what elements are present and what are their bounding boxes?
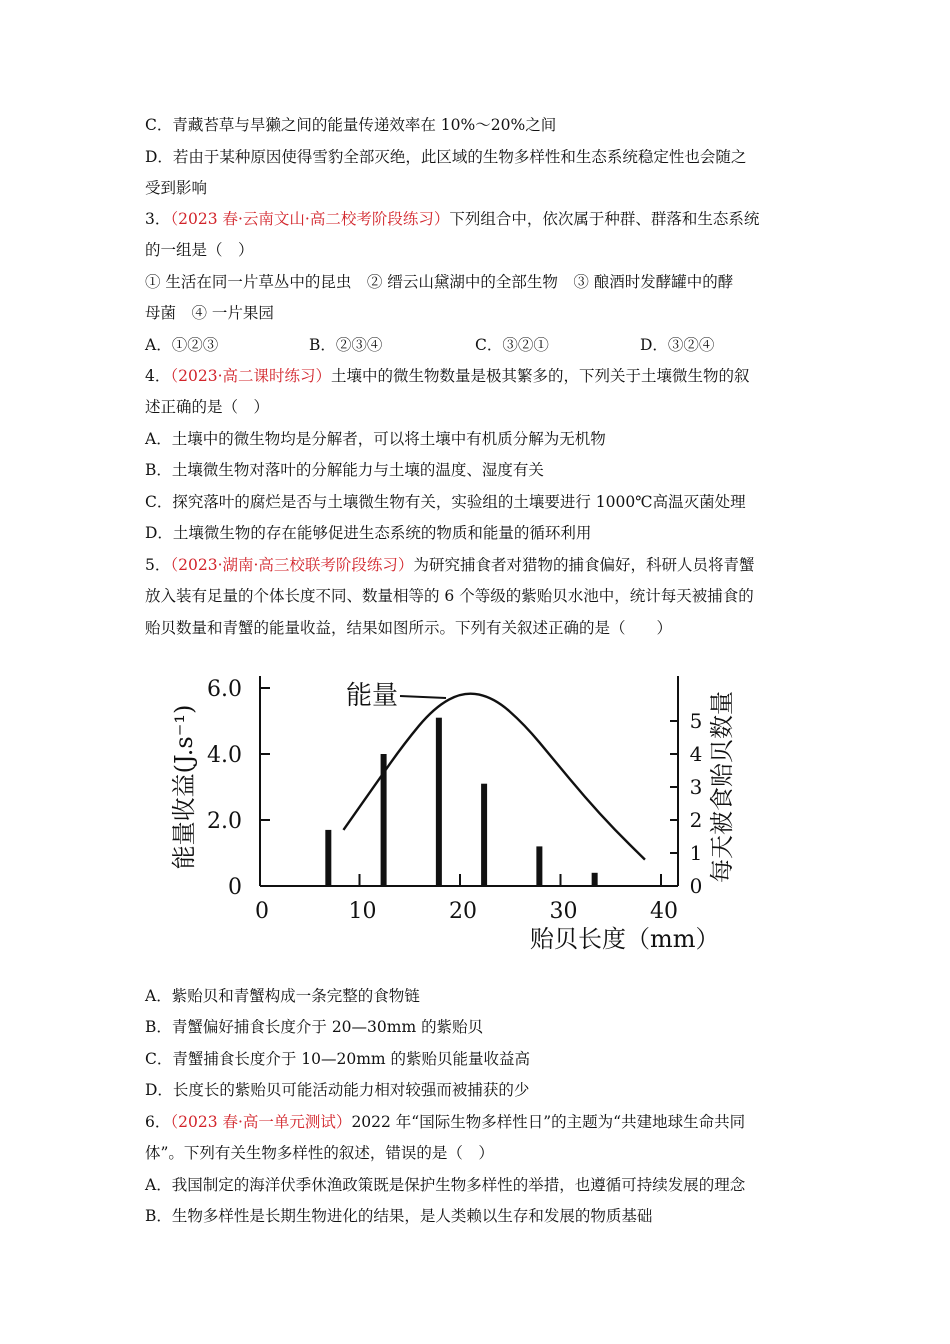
q6-source: （2023 春·高一单元测试） <box>170 1113 352 1131</box>
curve-label: 能量 <box>346 681 399 711</box>
q5-source: （2023·湖南·高三校联考阶段练习） <box>170 556 414 574</box>
y-right-tick-label: 5 <box>689 709 703 733</box>
bar <box>592 873 598 886</box>
chart-axes <box>260 676 678 886</box>
q3-items-cont: 母菌 ④ 一片果园 <box>145 304 274 322</box>
x-tick-label: 30 <box>549 899 578 924</box>
q3-option-c: C．③②① <box>475 336 549 354</box>
q3-stem-text: 下列组合中，依次属于种群、群落和生态系统 <box>449 210 760 228</box>
q2-option-c: C．青藏苔草与旱獭之间的能量传递效率在 10%～20%之间 <box>145 116 557 134</box>
y-left-tick-label: 2.0 <box>207 809 242 834</box>
q6-number: 6． <box>145 1113 171 1131</box>
q6-stem <box>145 1111 815 1133</box>
chart-labels <box>170 677 736 953</box>
q5-stem-cont2: 贻贝数量和青蟹的能量收益，结果如图所示。下列有关叙述正确的是（ ） <box>145 619 673 637</box>
y-axis-right-label: 每天被食贻贝数量 <box>708 691 736 883</box>
q3-option-a: A．①②③ <box>145 336 219 354</box>
q2-option-d-cont: 受到影响 <box>145 179 208 197</box>
q6-stem-text: 2022 年“国际生物多样性日”的主题为“共建地球生命共同 <box>351 1113 746 1131</box>
q3-items: ① 生活在同一片草丛中的昆虫 ② 缙云山黛湖中的全部生物 ③ 酿酒时发酵罐中的酵 <box>145 273 734 291</box>
y-right-tick-label: 4 <box>689 742 703 766</box>
q5-option-b: B．青蟹偏好捕食长度介于 20—30mm 的紫贻贝 <box>145 1018 484 1036</box>
y-axis-left-label: 能量收益(J.s⁻¹) <box>170 704 198 870</box>
q4-source: （2023·高二课时练习） <box>170 367 331 385</box>
energy-curve <box>343 694 645 860</box>
q4-stem-cont: 述正确的是（ ） <box>145 398 270 416</box>
q3-source: （2023 春·云南文山·高二校考阶段练习） <box>170 210 450 228</box>
y-right-tick-label: 3 <box>689 775 703 799</box>
q5-stem-cont: 放入装有足量的个体长度不同、数量相等的 6 个等级的紫贻贝水池中，统计每天被捕食的 <box>145 587 754 605</box>
q5-option-c: C．青蟹捕食长度介于 10—20mm 的紫贻贝能量收益高 <box>145 1050 531 1068</box>
q5-stem <box>145 554 815 576</box>
y-right-tick-label: 0 <box>689 874 703 898</box>
y-right-tick-label: 2 <box>689 808 703 832</box>
bar <box>436 718 442 886</box>
y-right-tick-label: 1 <box>689 841 703 865</box>
q3-option-b: B．②③④ <box>309 336 383 354</box>
x-axis-label: 贻贝长度（mm） <box>530 925 720 953</box>
y-left-tick-label: 0 <box>228 875 242 900</box>
bar <box>325 830 331 886</box>
mussel-chart <box>150 662 750 962</box>
q5-option-d: D．长度长的紫贻贝可能活动能力相对较强而被捕获的少 <box>145 1081 530 1099</box>
q3-option-d: D．③②④ <box>640 336 715 354</box>
q3-stem <box>145 208 815 230</box>
q6-option-a: A．我国制定的海洋伏季休渔政策既是保护生物多样性的举措，也遵循可持续发展的理念 <box>145 1176 746 1194</box>
q5-number: 5． <box>145 556 171 574</box>
bar <box>481 784 487 886</box>
q4-stem <box>145 365 815 387</box>
q2-option-d: D．若由于某种原因使得雪豹全部灭绝，此区域的生物多样性和生态系统稳定性也会随之 <box>145 148 747 166</box>
q3-number: 3． <box>145 210 171 228</box>
chart-bars <box>325 718 597 886</box>
x-tick-label: 40 <box>650 899 678 924</box>
bar <box>536 846 542 886</box>
q4-number: 4． <box>145 367 171 385</box>
y-left-tick-label: 4.0 <box>207 743 242 768</box>
x-tick-label: 0 <box>255 899 269 924</box>
q6-stem-cont: 体”。下列有关生物多样性的叙述，错误的是（ ） <box>145 1144 494 1162</box>
curve-label-leader <box>400 696 446 698</box>
q3-options <box>145 334 815 356</box>
q5-stem-text: 为研究捕食者对猎物的捕食偏好，科研人员将青蟹 <box>413 556 755 574</box>
q6-option-b: B．生物多样性是长期生物进化的结果，是人类赖以生存和发展的物质基础 <box>145 1207 653 1225</box>
q5-option-a: A．紫贻贝和青蟹构成一条完整的食物链 <box>145 987 420 1005</box>
q4-option-d: D．土壤微生物的存在能够促进生态系统的物质和能量的循环利用 <box>145 524 592 542</box>
x-tick-label: 10 <box>348 899 377 924</box>
x-tick-label: 20 <box>449 899 477 924</box>
q4-option-b: B．土壤微生物对落叶的分解能力与土壤的温度、湿度有关 <box>145 461 544 479</box>
q4-option-a: A．土壤中的微生物均是分解者，可以将土壤中有机质分解为无机物 <box>145 430 606 448</box>
q4-stem-text: 土壤中的微生物数量是极其繁多的，下列关于土壤微生物的叙 <box>331 367 750 385</box>
q3-stem-cont: 的一组是（ ） <box>145 241 254 259</box>
y-left-tick-label: 6.0 <box>207 677 242 702</box>
q4-option-c: C．探究落叶的腐烂是否与土壤微生物有关，实验组的土壤要进行 1000℃高温灭菌处理 <box>145 493 746 511</box>
